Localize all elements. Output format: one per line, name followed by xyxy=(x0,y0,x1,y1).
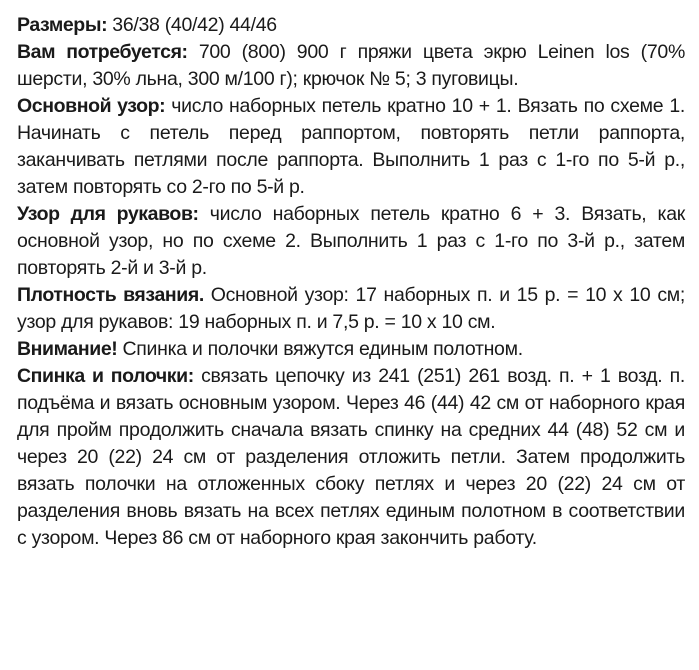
main-pattern-text: число наборных петель кратно 10 + 1. Вязать по схеме 1. Начинать с петель перед раппортом, повторять петли раппорта, заканчивать петлями после раппорта. Выполнить 1 раз с 1-го по 5-й р., затем повторять со 2-го по 5-й р. xyxy=(17,95,685,198)
paragraph-materials xyxy=(17,39,685,93)
materials-label: Вам потребуется: xyxy=(17,41,188,63)
paragraph-sizes xyxy=(17,12,685,39)
paragraph-gauge xyxy=(17,282,685,336)
paragraph-main-pattern xyxy=(17,93,685,201)
sizes-label: Размеры: xyxy=(17,14,108,36)
sizes-text: 36/38 (40/42) 44/46 xyxy=(107,14,277,36)
paragraph-attention xyxy=(17,336,685,363)
attention-label: Внимание! xyxy=(17,338,118,360)
paragraph-sleeve-pattern xyxy=(17,201,685,282)
attention-text: Спинка и полочки вяжутся единым полотном. xyxy=(117,338,523,360)
sleeve-pattern-label: Узор для рукавов: xyxy=(17,203,199,225)
back-and-fronts-text: связать цепочку из 241 (251) 261 возд. п. + 1 возд. п. подъёма и вязать основным узором. Через 46 (44) 42 см от наборного края для пройм продолжить сначала вязать спинку на средних 44 (48) 52 см и через 20 (22) 24 см от разделения отложить петли. Затем продолжить вязать полочки на отложенных сбоку петлях и через 20 (22) 24 см от разделения вновь вязать на всех петлях единым полотном в соответствии с узором. Через 86 см от наборного края закончить работу. xyxy=(17,365,685,549)
back-and-fronts-label: Спинка и полочки: xyxy=(17,365,194,387)
paragraph-back-and-fronts xyxy=(17,363,685,552)
sleeve-pattern-text: число наборных петель кратно 6 + 3. Вязать, как основной узор, но по схеме 2. Выполнить 1 раз с 1-го по 3-й р., затем повторять 2-й и 3-й р. xyxy=(17,203,685,279)
gauge-text: Основной узор: 17 наборных п. и 15 р. = 10 х 10 см; узор для рукавов: 19 наборных п. и 7,5 р. = 10 х 10 см. xyxy=(17,284,685,333)
gauge-label: Плотность вязания. xyxy=(17,284,204,306)
materials-text: 700 (800) 900 г пряжи цвета экрю Leinen los (70% шерсти, 30% льна, 300 м/100 г); крючок № 5; 3 пуговицы. xyxy=(17,41,685,90)
main-pattern-label: Основной узор: xyxy=(17,95,166,117)
